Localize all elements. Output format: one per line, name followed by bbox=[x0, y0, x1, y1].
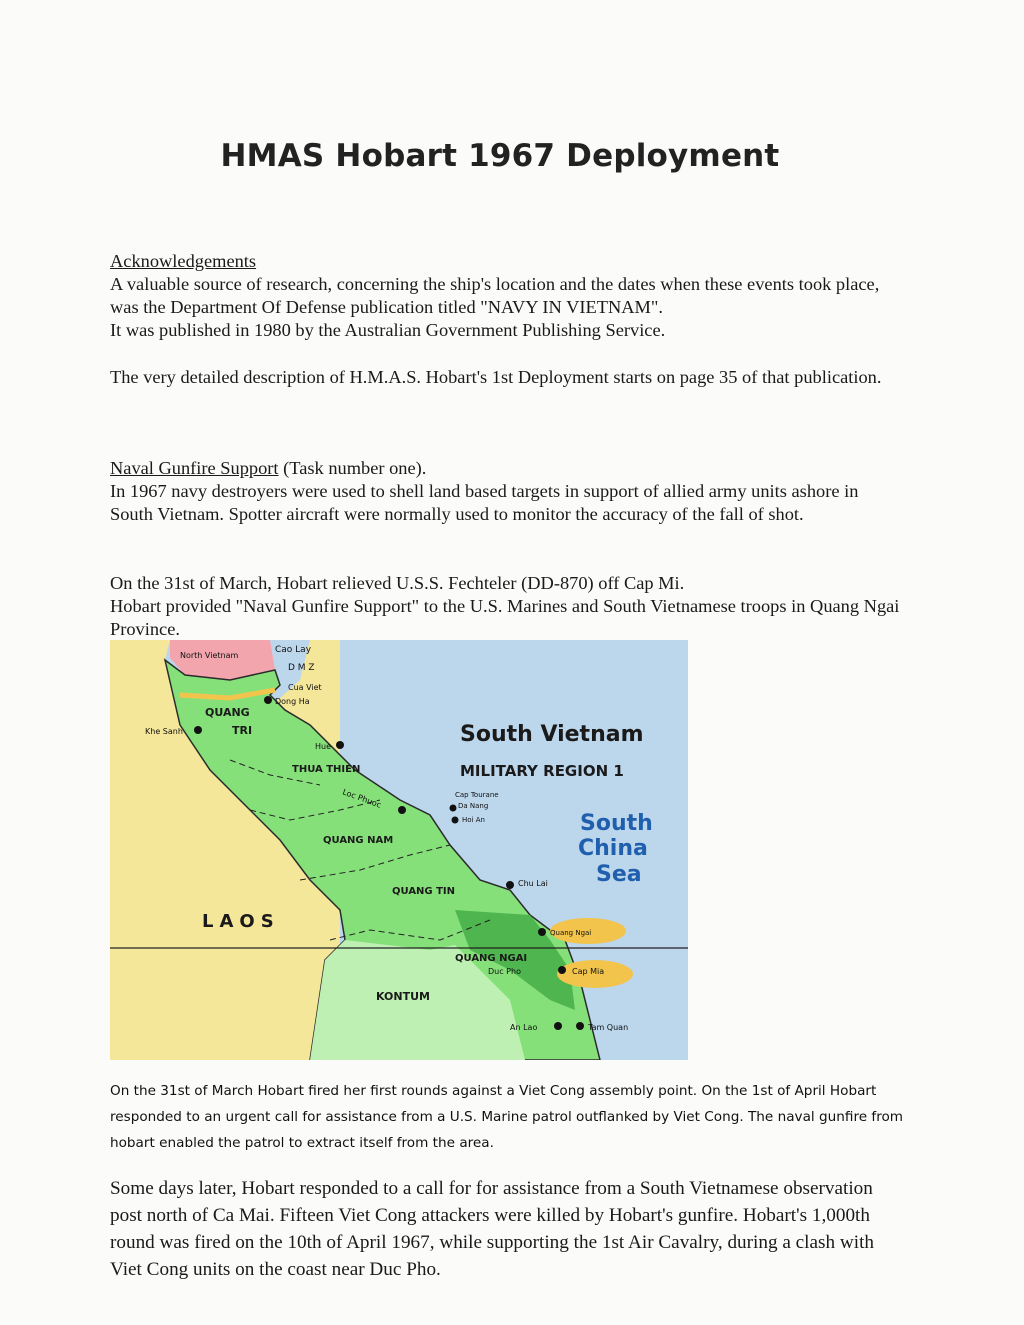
ack-paragraph-1: A valuable source of research, concerning the ship's location and the dates when these events took place, was the Department Of Defense publication titled "NAVY IN VIETNAM". bbox=[110, 274, 880, 317]
cua-viet-label: Cua Viet bbox=[288, 683, 322, 692]
da-nang-label: Da Nang bbox=[458, 802, 489, 810]
quang-ngai-town-label: Quang Ngai bbox=[550, 929, 592, 937]
dmz-label: D M Z bbox=[288, 663, 315, 673]
cao-lay-label: Cao Lay bbox=[275, 645, 312, 655]
laos-label: LAOS bbox=[202, 911, 280, 932]
map-subtitle: MILITARY REGION 1 bbox=[460, 762, 624, 780]
loc-phuoc-marker bbox=[398, 806, 406, 814]
ngs-paragraph-3: Hobart provided "Naval Gunfire Support" to the U.S. Marines and South Vietnamese troops in Quang Ngai Province. bbox=[110, 596, 900, 639]
chu-lai-marker bbox=[506, 881, 514, 889]
dong-ha-label: Dong Ha bbox=[275, 697, 310, 706]
an-lao-marker bbox=[554, 1022, 562, 1030]
ngs-paragraph-1: In 1967 navy destroyers were used to shell land based targets in support of allied army units ashore in South Vietnam. Spotter aircraft were normally used to monitor the accuracy of the fall of shot. bbox=[110, 481, 859, 524]
hue-label: Hue bbox=[315, 742, 332, 751]
province-quang: QUANG bbox=[205, 706, 250, 719]
duc-pho-label: Duc Pho bbox=[488, 967, 521, 976]
ngs-heading-suffix: (Task number one). bbox=[278, 458, 427, 478]
sea-label-2: China bbox=[578, 836, 648, 861]
cap-tourane-label: Cap Tourane bbox=[455, 791, 499, 799]
province-tri: TRI bbox=[232, 724, 253, 737]
map-title: South Vietnam bbox=[460, 722, 644, 747]
province-quang-ngai: QUANG NGAI bbox=[455, 953, 528, 964]
ngs-heading: Naval Gunfire Support bbox=[110, 458, 279, 478]
military-region-map bbox=[110, 640, 688, 1060]
ngs-heading-line bbox=[110, 457, 900, 480]
khe-sanh-marker bbox=[194, 726, 202, 734]
naval-gunfire-section bbox=[110, 457, 900, 526]
an-lao-label: An Lao bbox=[510, 1023, 538, 1032]
ack-paragraph-2: It was published in 1980 by the Australian Government Publishing Service. bbox=[110, 320, 666, 340]
province-thua-thien: THUA THIEN bbox=[292, 764, 361, 775]
ngs-paragraph-2: On the 31st of March, Hobart relieved U.S.S. Fechteler (DD-870) off Cap Mi. bbox=[110, 573, 685, 593]
province-kontum: KONTUM bbox=[376, 990, 430, 1003]
chu-lai-label: Chu Lai bbox=[518, 879, 548, 888]
north-vietnam-label: North Vietnam bbox=[180, 651, 239, 660]
loc-phuoc-label: Loc Phuoc bbox=[341, 787, 383, 810]
ngs-block-2 bbox=[110, 572, 900, 641]
map-caption: On the 31st of March Hobart fired her first rounds against a Viet Cong assembly point. On the 1st of April Hobart responded to an urgent call for assistance from a U.S. Marine patrol outflanked by Viet Cong. The naval gunfire from hobart enabled the patrol to extract itself from the area. bbox=[110, 1083, 904, 1151]
tam-quan-label: Tam Quan bbox=[588, 1023, 629, 1032]
province-quang-nam: QUANG NAM bbox=[323, 835, 394, 846]
duc-pho-marker bbox=[558, 966, 566, 974]
hoi-an-marker bbox=[452, 817, 459, 824]
sea-label-3: Sea bbox=[596, 862, 642, 887]
ack-paragraph-3: The very detailed description of H.M.A.S. Hobart's 1st Deployment starts on page 35 of that publication. bbox=[110, 367, 882, 387]
hoi-an-label: Hoi An bbox=[462, 816, 485, 824]
quang-ngai-marker bbox=[538, 928, 546, 936]
province-quang-tin: QUANG TIN bbox=[392, 886, 456, 897]
khe-sanh-label: Khe Sanh bbox=[145, 727, 183, 736]
da-nang-marker bbox=[450, 805, 457, 812]
cap-mia-label: Cap Mia bbox=[572, 967, 605, 976]
page-title: HMAS Hobart 1967 Deployment bbox=[220, 138, 780, 174]
sea-label-1: South bbox=[580, 811, 653, 836]
acknowledgements-section bbox=[110, 250, 900, 342]
acknowledgements-heading: Acknowledgements bbox=[110, 251, 257, 271]
dong-ha-marker bbox=[264, 696, 272, 704]
hue-marker bbox=[336, 741, 344, 749]
closing-paragraph: Some days later, Hobart responded to a call for for assistance from a South Vietnamese observation post north of Ca Mai. Fifteen Viet Cong attackers were killed by Hobart's gunfire. Hobart's 1,000th round was fired on the 10th of April 1967, while supporting the 1st Air Cavalry, during a clash with Viet Cong units on the coast near Duc Pho. bbox=[110, 1178, 875, 1280]
tam-quan-marker bbox=[576, 1022, 584, 1030]
